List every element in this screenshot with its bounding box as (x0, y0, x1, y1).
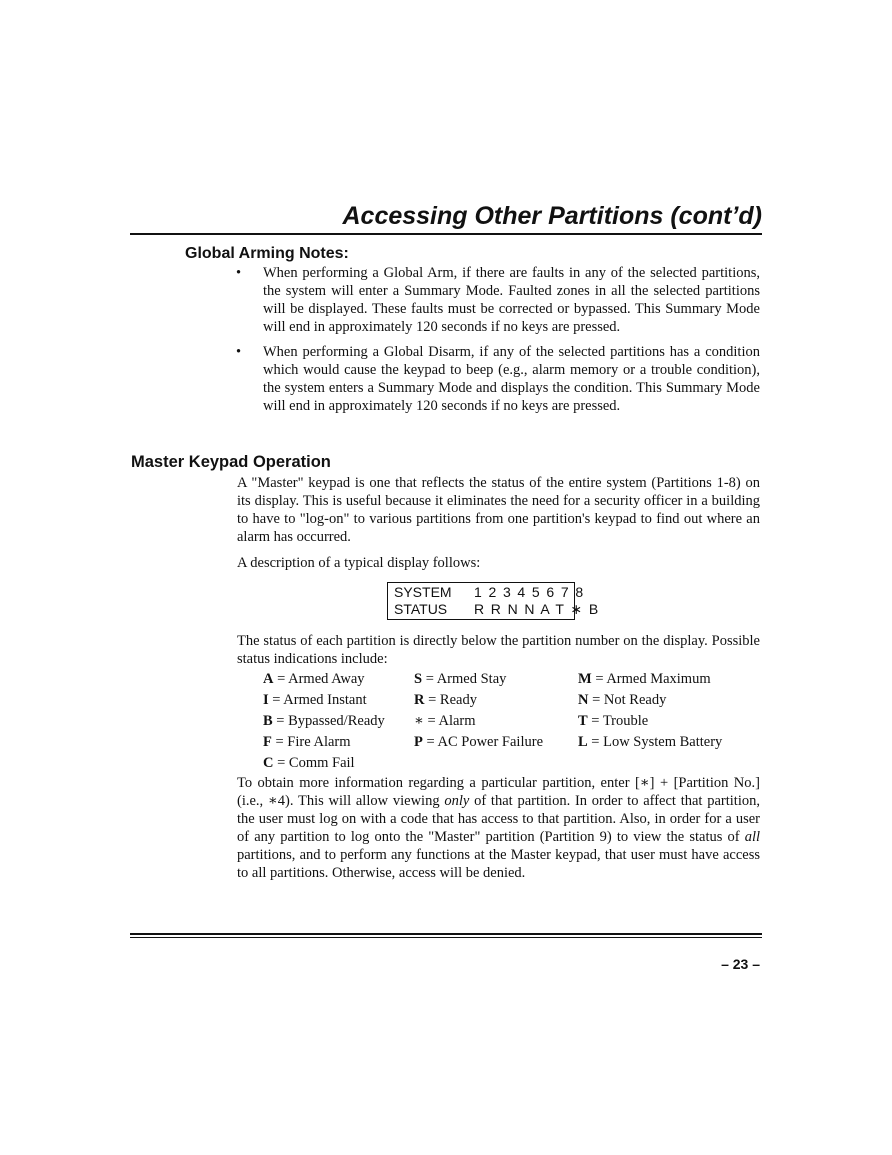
title-rule (130, 233, 762, 235)
list-item (236, 264, 760, 336)
bullet-text: When performing a Global Arm, if there are faults in any of the selected partitions, the system will enter a Summary Mode. Faulted zones in all the selected partitions will be displayed. These faults must be corrected or bypassed. This Summary Mode will end in approximately 120 seconds if no keys are pressed. (263, 265, 760, 335)
status-code: F (263, 734, 272, 750)
status-code-item (263, 753, 355, 774)
display-row-status (394, 601, 600, 618)
bullet-text: When performing a Global Disarm, if any of the selected partitions has a condition which would cause the keypad to beep (e.g., alarm memory or a trouble condition), the system enters a Summary Mode and displays the condition. This Summary Mode will end in approximately 120 seconds if no keys are pressed. (263, 344, 760, 414)
footer-rule (130, 937, 762, 938)
paragraph-text: of that partition. In order to affect that partition, the user must log on with a code that has access to that partition. Also, in order for a user of any partition to log onto the "Master" partition (Partition 9) to view the status of (237, 793, 760, 845)
status-code: ∗ (414, 713, 424, 729)
status-desc: = Fire Alarm (271, 734, 351, 750)
master-keypad-intro: A "Master" keypad is one that reflects the status of the entire system (Partitions 1-8) on its display. This is useful because it eliminates the need for a security officer in a building to have to "log-on" to various partitions from one partition's keypad to find out where an alarm has occurred. (237, 475, 760, 545)
status-code: A (263, 671, 274, 687)
status-description: The status of each partition is directly below the partition number on the display. Possible status indications include: (237, 633, 760, 667)
status-desc: = Armed Maximum (591, 671, 711, 687)
status-code: P (414, 734, 423, 750)
status-code-item (578, 711, 648, 732)
display-row-label: STATUS (394, 601, 448, 617)
status-code-item (414, 690, 477, 711)
display-row-label: SYSTEM (394, 584, 452, 600)
status-desc: = Low System Battery (587, 734, 723, 750)
status-code-item (414, 669, 506, 690)
status-code-item (263, 732, 351, 753)
partition-access-paragraph (237, 774, 760, 882)
status-code: B (263, 713, 273, 729)
status-desc: = Armed Stay (422, 671, 507, 687)
status-code: L (578, 734, 588, 750)
page-title: Accessing Other Partitions (cont’d) (342, 202, 762, 230)
status-desc: = AC Power Failure (422, 734, 544, 750)
status-code-item (578, 669, 711, 690)
status-desc: = Armed Instant (268, 692, 367, 708)
status-code-item (263, 690, 367, 711)
global-arming-list (236, 264, 760, 422)
page-number: – 23 – (721, 956, 760, 972)
emphasis-text: all (744, 829, 760, 845)
status-code: C (263, 755, 274, 771)
display-row-system (394, 584, 585, 601)
status-code: I (263, 692, 269, 708)
global-arming-heading: Global Arming Notes: (185, 245, 349, 262)
status-code: M (578, 671, 592, 687)
status-code: R (414, 692, 425, 708)
status-code-item (263, 669, 365, 690)
status-desc: = Trouble (587, 713, 649, 729)
status-code: N (578, 692, 589, 708)
status-code-item (578, 732, 722, 753)
partition-statuses: R R N N A T ∗ B (474, 601, 600, 617)
status-desc: = Ready (424, 692, 477, 708)
keypad-display (387, 582, 600, 620)
status-code-item (578, 690, 666, 711)
bullet-icon: • (236, 265, 242, 281)
paragraph-text: partitions, and to perform any functions at the Master keypad, that user must have access to all partitions. Otherwise, access will be denied. (237, 847, 760, 881)
display-description: A description of a typical display follows: (237, 555, 481, 571)
status-desc: = Alarm (423, 713, 476, 729)
paragraph-text: To obtain more information regarding a particular partition, enter [∗] + [Partition No.] (i.e., ∗4). This will allow viewing (237, 775, 760, 809)
footer-rule (130, 933, 762, 935)
emphasis-text: only (444, 793, 470, 809)
status-code-item (263, 711, 385, 732)
status-code: S (414, 671, 423, 687)
status-code: T (578, 713, 588, 729)
master-keypad-heading: Master Keypad Operation (131, 453, 331, 471)
status-desc: = Armed Away (273, 671, 365, 687)
list-item (236, 343, 760, 415)
partition-numbers: 1 2 3 4 5 6 7 8 (474, 584, 585, 600)
status-code-item (414, 732, 543, 753)
bullet-icon: • (236, 344, 242, 360)
status-desc: = Comm Fail (273, 755, 355, 771)
status-desc: = Bypassed/Ready (272, 713, 385, 729)
status-desc: = Not Ready (588, 692, 667, 708)
status-code-item (414, 711, 476, 732)
